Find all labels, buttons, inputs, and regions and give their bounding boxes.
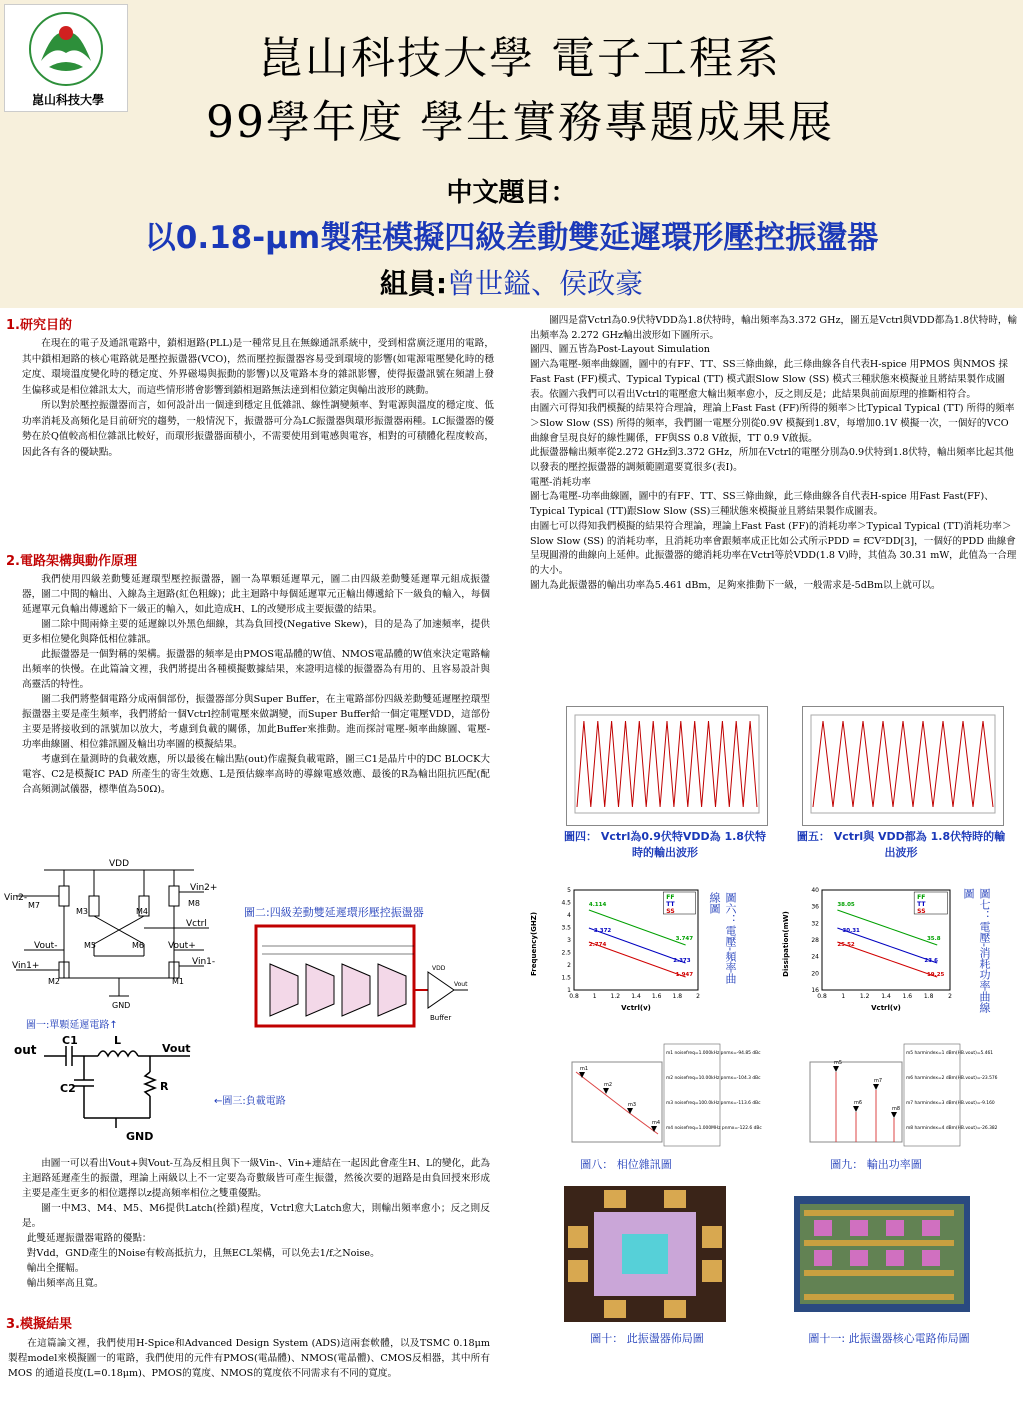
section-3-heading: 3.模擬結果 bbox=[6, 1317, 72, 1332]
y-tick-label: 2.5 bbox=[561, 949, 571, 957]
y-tick-label: 1.5 bbox=[561, 974, 571, 982]
vctrl-label: Vctrl bbox=[186, 919, 207, 929]
topic-title: 以0.18-μm製程模擬四級差動雙延遲環形壓控振盪器 bbox=[144, 220, 879, 256]
y-tick-label: 4 bbox=[567, 912, 571, 919]
marker-readout: m6 harmindex=2 dBm(HB.vout)=-23.576 bbox=[906, 1076, 998, 1081]
fig6-ylabel: Frequency(GHZ) bbox=[530, 911, 538, 977]
paragraph: 此振盪器是一個對稱的架構。振盪器的頻率是由PMOS電晶體的W值、NMOS電晶體的W值來決定電路輸出頻率的快慢。在此篇論文裡，我們將提出各種模擬數據結果，來證明這樣的振盪器為有用的、且容易設計與高靈活的特性。 bbox=[22, 649, 490, 690]
poster-title-line2: 99學年度 學生實務專題成果展 bbox=[206, 97, 834, 148]
section-2-continued bbox=[22, 1156, 490, 1291]
results-text bbox=[530, 314, 1018, 593]
x-tick-label: 1.6 bbox=[651, 993, 662, 1000]
marker-label: m3 bbox=[628, 1102, 637, 1108]
advantages-title: 此雙延遲振盪器電路的優點： bbox=[26, 1233, 152, 1244]
fig5-waveform-plot bbox=[803, 707, 1003, 825]
x-tick-label: 1.6 bbox=[902, 993, 913, 1000]
legend-entry: FF bbox=[666, 894, 675, 901]
section-1-body bbox=[22, 336, 494, 460]
marker-label: m8 bbox=[892, 1106, 901, 1112]
data-label: 4.114 bbox=[588, 902, 607, 908]
m5-label: M5 bbox=[84, 941, 96, 950]
results-line: 由圖七可以得知我們模擬的結果符合理論，理論上Fast Fast (FF)的消耗功率＞Typical Typical (TT)消耗功率＞Slow Slow (SS) 的消耗功率，且消耗功率會跟頻率成正比如公式所示PDD = fCV²DD[3]，一個好的PDD 曲線會呈現圓滑的曲線向上延伸。此振盪器的總消耗功率在Vctrl等於VDD(1.8 V)時，其值為 30.31 mW，此值為一合理的大小。 bbox=[530, 520, 1017, 576]
y-tick-label: 24 bbox=[811, 953, 819, 961]
marker-readout: m7 harmindex=3 dBm(HB.vout)=-9.160 bbox=[906, 1101, 995, 1106]
results-line: 圖九為此振盪器的輸出功率為5.461 dBm，足夠來推動下一級，一般需求是-5dBm以上就可以。 bbox=[530, 579, 941, 591]
y-tick-label: 16 bbox=[811, 987, 819, 994]
data-label: 19.25 bbox=[926, 972, 945, 978]
m7-label: M7 bbox=[28, 901, 40, 910]
logo-text: 崑山科技大學 bbox=[31, 93, 104, 107]
x-tick-label: 1 bbox=[592, 993, 597, 1000]
data-label: 23.6 bbox=[924, 958, 938, 964]
section-2-heading: 2.電路架構與動作原理 bbox=[6, 554, 137, 569]
x-tick-label: 2 bbox=[948, 993, 952, 1000]
fig4-caption: 圖四： Vctrl為0.9伏特VDD為 1.8伏特時的輸出波形 bbox=[564, 830, 766, 859]
y-tick-label: 5 bbox=[567, 887, 571, 894]
vdd-label: VDD bbox=[109, 859, 130, 869]
fig10-chip-layout-image bbox=[564, 1186, 726, 1322]
fig10-caption: 圖十： 此振盪器佈局圖 bbox=[590, 1332, 704, 1345]
fig3-caption: ←圖三:負載電路 bbox=[214, 1096, 286, 1107]
section-2-body bbox=[22, 572, 490, 797]
paragraph: 由圖一可以看出Vout+與Vout-互為反相且與下一級Vin-、Vin+連結在一起因此會產生H、L的變化，此為主迴路延遲產生的振盪，理論上兩級以上不一定要為奇數級皆可產生振盪，然後次要的迴路是由負回授來形成主要是產生更多的相位選擇以z提高頻率相位之雙重優點。 bbox=[22, 1158, 490, 1199]
poster-title-line1: 崑山科技大學 電子工程系 bbox=[259, 33, 781, 84]
m2-label: M2 bbox=[48, 977, 60, 986]
marker-label: m6 bbox=[854, 1100, 863, 1106]
y-tick-label: 3.5 bbox=[561, 924, 571, 932]
buffer-vdd-label: VDD bbox=[432, 965, 446, 972]
topic-label: 中文題目： bbox=[446, 178, 577, 208]
x-tick-label: 0.8 bbox=[569, 993, 579, 1000]
fig2-ring-oscillator-schematic bbox=[254, 924, 482, 1032]
x-tick-label: 2 bbox=[696, 993, 700, 1000]
vin1m-label: Vin1- bbox=[192, 957, 216, 967]
c2-label: C2 bbox=[60, 1082, 76, 1095]
marker-readout: m4 noisefreq=1.000MHz pnmx=-122.6 dBc bbox=[666, 1126, 762, 1131]
marker-label: m4 bbox=[652, 1120, 661, 1126]
fig7-ylabel: Dissipation(mW) bbox=[782, 911, 790, 977]
vin2m-label: Vin2- bbox=[4, 893, 28, 903]
marker-readout: m8 harmindex=4 dBm(HB.vout)=-26.382 bbox=[906, 1126, 998, 1131]
voutp-label: Vout+ bbox=[168, 941, 196, 951]
fig7-xlabel: Vctrl(v) bbox=[871, 1004, 901, 1012]
fig2-caption: 圖二:四級差動雙延遲環形壓控振盪器 bbox=[244, 906, 424, 919]
y-tick-label: 3 bbox=[567, 937, 571, 944]
fig8-phase-noise-plot bbox=[562, 1042, 762, 1148]
vin1p-label: Vin1+ bbox=[12, 961, 40, 971]
marker-label: m2 bbox=[604, 1082, 613, 1088]
y-tick-label: 40 bbox=[811, 887, 819, 894]
legend-entry: FF bbox=[917, 894, 926, 901]
voutm-label: Vout- bbox=[34, 941, 58, 951]
fig7-power-chart bbox=[778, 884, 958, 1012]
legend-entry: SS bbox=[666, 908, 675, 915]
m3-label: M3 bbox=[76, 907, 88, 916]
fig8-caption: 圖八： 相位雜訊圖 bbox=[580, 1158, 672, 1171]
fig1-caption: 圖一:單顆延遲電路↑ bbox=[26, 1020, 118, 1031]
gnd-label: GND bbox=[112, 1001, 131, 1010]
paragraph: 在這篇論文裡，我們使用H-Spice和Advanced Design System (ADS)這兩套軟體，以及TSMC 0.18μm製程model來模擬圖一的電路，我們使用的元件有PMOS(電晶體)、NMOS(電晶體)、CMOS反相器，其中所有MOS 的通道長度(L=0.18μm)、PMOS的寬度、NMOS的寬度依不同需求有不同的寬度。 bbox=[8, 1338, 490, 1379]
fig3-load-circuit-schematic bbox=[14, 1032, 210, 1144]
fig9-caption: 圖九： 輸出功率圖 bbox=[830, 1158, 922, 1171]
paragraph: 圖一中M3、M4、M5、M6提供Latch(拴鎖)程度，Vctrl愈大Latch愈大，則輸出頻率愈小；反之則反是。 bbox=[22, 1203, 490, 1229]
m1-label: M1 bbox=[172, 977, 184, 986]
results-line: 由圖六可得知我們模擬的結果符合理論，理論上Fast Fast (FF)所得的頻率＞比Typical Typical (TT) 所得的頻率＞Slow Slow (SS) 所得的頻率，我們圖一電壓分別從0.9V 模擬到1.8V，每增加0.1V 模擬一次，一個好的VCO 曲線會呈現良好的線性關係，FF與SS 0.8 V啟振，TT 0.9 V啟振。 bbox=[530, 403, 1015, 444]
results-line: 圖四、圖五皆為Post-Layout Simulation bbox=[530, 344, 710, 356]
buffer-vout-label: Vout bbox=[454, 981, 468, 988]
r-label: R bbox=[160, 1080, 169, 1093]
section-1-heading: 1.研究目的 bbox=[6, 318, 72, 333]
logo-emblem-icon bbox=[5, 5, 127, 87]
x-tick-label: 0.8 bbox=[817, 993, 827, 1000]
data-label: 3.747 bbox=[675, 936, 694, 942]
data-label: 2.373 bbox=[673, 958, 691, 964]
fig11-core-layout-image bbox=[794, 1196, 970, 1312]
fig6-caption: 圖六：電壓-頻率曲線圖 bbox=[708, 892, 737, 984]
paragraph: 圖二我們將整個電路分成兩個部份，振盪器部分與Super Buffer，在主電路部份四級差動雙延遲壓控環型振盪器主要是產生頻率，我們將給一個Vctrl控制電壓來做調變，而Super Buffer給一個定電壓VDD，這部份主要是將接收到的訊號加以放大，考慮到負載的關係，加此Buffer來推動。進而探討電壓-頻率曲線圖、電壓-功率曲線圖、相位雜訊圖及輸出功率圖的模擬結果。 bbox=[22, 694, 490, 750]
marker-readout: m5 harmindex=1 dBm(HB.vout)=5.461 bbox=[906, 1051, 994, 1056]
x-tick-label: 1.2 bbox=[610, 993, 621, 1000]
fig6-frequency-chart bbox=[524, 884, 704, 1012]
fig5-waveform bbox=[802, 706, 1004, 826]
out-label: out bbox=[14, 1043, 37, 1057]
buffer-label: Buffer bbox=[430, 1014, 452, 1022]
paragraph: 所以對於壓控振盪器而言，如何設計出一個達到穩定且低雜訊、線性調變頻率、對電源與溫度的穩定度、低功率消耗及高頻化是目前研究的趨勢，一般情況下，振盪器可分為LC振盪器與環形振盪器兩種。LC振盪器的優勢在於Q值較高相位雜訊比較好，而環形振盪器面積小，不需要使用到電感與電容，相對的可積體化程度較高，因此各有各的優缺點。 bbox=[22, 400, 494, 458]
marker-label: m5 bbox=[834, 1060, 843, 1066]
y-tick-label: 28 bbox=[811, 937, 819, 944]
results-line: 圖四是當Vctrl為0.9伏特VDD為1.8伏特時，輸出頻率為3.372 GHz，圖五是Vctrl與VDD都為1.8伏特時，輸出頻率為 2.272 GHz輸出波形如下圖所示。 bbox=[530, 315, 1018, 341]
marker-label: m7 bbox=[874, 1078, 883, 1084]
y-tick-label: 2 bbox=[567, 962, 571, 969]
data-label: 25.52 bbox=[837, 942, 855, 948]
data-label: 1.947 bbox=[675, 972, 694, 978]
results-line: 電壓-消耗功率 bbox=[530, 476, 591, 488]
legend-entry: TT bbox=[666, 901, 675, 908]
y-tick-label: 4.5 bbox=[561, 899, 571, 907]
fig5-caption: 圖五： Vctrl與 VDD都為 1.8伏特時的輸出波形 bbox=[796, 830, 1006, 859]
x-tick-label: 1.8 bbox=[923, 993, 934, 1000]
x-tick-label: 1.2 bbox=[859, 993, 870, 1000]
results-line: 此振盪器輸出頻率從2.272 GHz到3.372 GHz，所加在Vctrl的電壓分別為0.9伏特到1.8伏特，輸出頻率比起其他以發表的壓控振盪器的調頻範圍還要寬很多(表I)。 bbox=[530, 447, 1014, 474]
data-label: 3.372 bbox=[593, 928, 612, 934]
x-tick-label: 1 bbox=[841, 993, 846, 1000]
vout-label: Vout bbox=[162, 1042, 191, 1055]
members-label: 組員: bbox=[379, 267, 448, 300]
advantage-item: 輸出全擺幅。 bbox=[26, 1263, 85, 1274]
m8-label: M8 bbox=[188, 899, 200, 908]
paragraph: 在現在的電子及通訊電路中，鎖相迴路(PLL)是一種常見且在無線通訊系統中，受到相當廣泛運用的電路，其中鎖相迴路的核心電路就是壓控振盪器(VCO)，然而壓控振盪器容易受到環境的影響(如電源電壓變化時的穩定度、環境溫度變化時的穩定度、外界磁場與振動的影響)以及電路本身的雜訊影響，使得振盪訊號在頻譜上發生偏移或是相位雜訊太大，而這些情形將會影響到鎖相迴路無法達到相位鎖定與輸出波形的跳動。 bbox=[22, 338, 494, 396]
y-tick-label: 20 bbox=[811, 970, 819, 978]
x-tick-label: 1.4 bbox=[631, 993, 641, 1000]
x-tick-label: 1.4 bbox=[881, 993, 891, 1000]
legend-entry: SS bbox=[917, 908, 926, 915]
results-line: 圖六為電壓-頻率曲線圖，圖中的有FF、TT、SS三條曲線，此三條曲線各自代表H-spice 用PMOS 與NMOS 採Fast Fast (FF)模式、Typical Typical (TT) 模式跟Slow Slow (SS) 模式三種狀態來模擬並且將結果製作成圖表。依圖六我們可以看出Vctrl的電壓愈大輸出頻率愈小，反之則反是；此結果與前面原理的推斷相符合。 bbox=[530, 359, 1009, 400]
fig4-waveform bbox=[566, 706, 768, 826]
members-names: 曾世鎰、侯政豪 bbox=[447, 267, 644, 300]
fig1-delay-cell-schematic bbox=[4, 856, 234, 1014]
vin2p-label: Vin2+ bbox=[190, 883, 218, 893]
marker-readout: m1 noisefreq=1.000kHz pnmx=-94.85 dBc bbox=[666, 1051, 761, 1056]
fig11-caption: 圖十一: 此振盪器核心電路佈局圖 bbox=[808, 1332, 970, 1345]
advantage-item: 對Vdd，GND產生的Noise有較高抵抗力，且無ECL架構，可以免去1/f之Noise。 bbox=[26, 1248, 380, 1259]
advantage-item: 輸出頻率高且寬。 bbox=[26, 1278, 104, 1289]
paragraph: 考慮到在量測時的負載效應，所以最後在輸出點(out)作虛擬負載電路，圖三C1是晶片中的DC BLOCK大電容、C2是模擬IC PAD 所產生的寄生效應、L是預估線率高時的導線電感效應、最後的R為輸出阻抗匹配(配合高頻測試儀器，標準值為50Ω)。 bbox=[22, 754, 490, 795]
data-label: 38.05 bbox=[837, 902, 855, 908]
results-line: 圖七為電壓-功率曲線圖，圖中的有FF、TT、SS三條曲線，此三條曲線各自代表H-spice 用Fast Fast(FF)、Typical Typical (TT)跟Slow Slow (SS)三種狀態來模擬並且將結果製作成圖表。 bbox=[530, 491, 994, 518]
m4-label: M4 bbox=[136, 907, 148, 916]
y-tick-label: 36 bbox=[811, 903, 819, 911]
fig9-output-power-plot bbox=[806, 1042, 998, 1148]
university-logo bbox=[4, 4, 128, 112]
y-tick-label: 32 bbox=[811, 920, 819, 928]
data-label: 30.31 bbox=[842, 928, 860, 934]
gnd-label: GND bbox=[126, 1130, 154, 1143]
l-label: L bbox=[114, 1034, 122, 1047]
poster-header bbox=[0, 0, 1023, 308]
c1-label: C1 bbox=[62, 1034, 78, 1047]
marker-label: m1 bbox=[580, 1066, 589, 1072]
paragraph: 我們使用四級差動雙延遲環型壓控振盪器，圖一為單顆延遲單元，圖二由四級差動雙延遲單元組成振盪器，圖二中間的輸出、入線為主迴路(紅色粗線)；此主迴路中每個延遲單元正輸出傳遞給下一級負的輸入，每個延遲單元負輸出傳遞給下一級正的輸入，如此造成H、L的改變形成主要振盪的結果。 bbox=[22, 574, 490, 615]
data-label: 35.8 bbox=[926, 936, 941, 942]
fig4-waveform-plot bbox=[567, 707, 767, 825]
x-tick-label: 1.8 bbox=[672, 993, 683, 1000]
fig6-xlabel: Vctrl(v) bbox=[621, 1004, 651, 1012]
y-tick-label: 1 bbox=[567, 987, 571, 994]
fig7-caption: 圖七：電壓-消耗功率曲線圖 bbox=[962, 888, 991, 1013]
legend-entry: TT bbox=[917, 901, 926, 908]
members-line bbox=[0, 262, 1023, 302]
marker-readout: m2 noisefreq=10.00kHz pnmx=-104.3 dBc bbox=[666, 1076, 761, 1081]
section-3-body bbox=[8, 1336, 490, 1381]
data-label: 2.774 bbox=[588, 942, 607, 948]
paragraph: 圖二除中間兩條主要的延遲線以外黑色細線，其為負回授(Negative Skew)，目的是為了加速頻率，提供更多相位變化與降低相位雜訊。 bbox=[22, 619, 490, 645]
m6-label: M6 bbox=[132, 941, 144, 950]
marker-readout: m3 noisefreq=100.0kHz pnmx=-113.6 dBc bbox=[666, 1101, 761, 1106]
